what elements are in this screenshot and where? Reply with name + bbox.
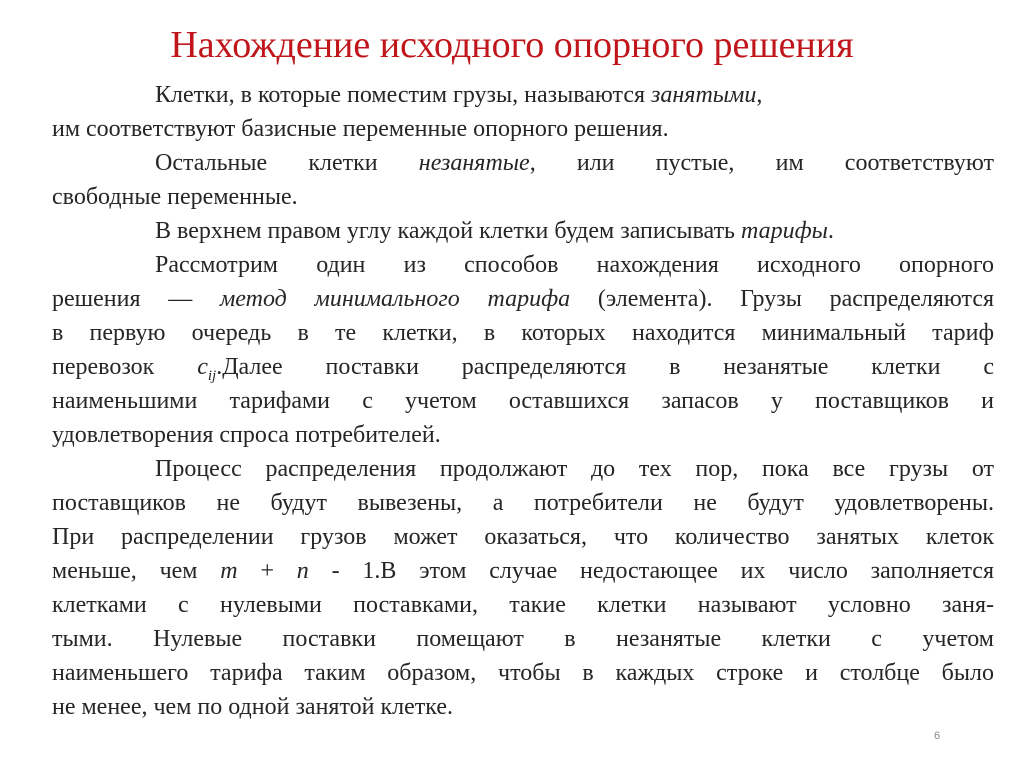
text-line-17: тыми. Нулевые поставки помещают в незанятые клетки с учетом <box>52 626 994 652</box>
text-segment: , или пустые, им соответствуют <box>529 150 994 176</box>
text-segment: меньше, чем <box>52 558 221 584</box>
term-min-tariff-method: метод минимального тарифа <box>219 286 571 312</box>
page-number: 6 <box>934 730 941 742</box>
text-line-13: поставщиков не будут вывезены, а потребители не будут удовлетворены. <box>52 490 994 516</box>
text-segment: .Далее поставки распределяются в незанятые клетки с <box>216 354 994 380</box>
var-c-subscript: ij <box>207 367 217 384</box>
text-segment: , <box>756 82 763 108</box>
text-segment: . <box>827 218 834 244</box>
text-segment: - 1.В этом случае недостающее их число заполняется <box>308 558 994 584</box>
text-segment: (элемента). Грузы распределяются <box>570 286 995 312</box>
text-line-16: клетками с нулевыми поставками, такие клетки называют условно заня- <box>52 592 994 618</box>
text-line-2: им соответствуют базисные переменные опорного решения. <box>52 116 669 142</box>
text-line-4: свободные переменные. <box>52 184 298 210</box>
var-m: m <box>220 558 238 584</box>
var-c: c <box>197 354 208 380</box>
text-line-10: наименьшими тарифами с учетом оставшихся запасов у поставщиков и <box>52 388 994 414</box>
text-line-5 <box>155 216 994 246</box>
slide-title: Нахождение исходного опорного решения <box>170 24 854 66</box>
text-line-7 <box>52 284 994 314</box>
text-line-19: не менее, чем по одной занятой клетке. <box>52 694 453 720</box>
text-segment: решения — <box>52 286 220 312</box>
text-line-8: в первую очередь в те клетки, в которых находится минимальный тариф <box>52 320 994 346</box>
text-line-15 <box>52 556 994 586</box>
term-occupied: занятыми <box>651 82 757 108</box>
text-line-1 <box>155 80 994 110</box>
term-unoccupied: незанятые <box>418 150 530 176</box>
text-line-3 <box>155 148 994 178</box>
text-line-9 <box>52 352 994 391</box>
text-line-6: Рассмотрим один из способов нахождения исходного опорного <box>155 252 994 278</box>
text-line-18: наименьшего тарифа таким образом, чтобы в каждых строке и столбце было <box>52 660 994 686</box>
var-n: n <box>296 558 309 584</box>
text-line-12: Процесс распределения продолжают до тех пор, пока все грузы от <box>155 456 994 482</box>
text-line-11: удовлетворения спроса потребителей. <box>52 422 441 448</box>
text-segment: Клетки, в которые поместим грузы, называются <box>155 82 652 108</box>
text-segment: перевозок <box>52 354 198 380</box>
text-segment: Остальные клетки <box>155 150 419 176</box>
text-segment: + <box>237 558 297 584</box>
text-segment: В верхнем правом углу каждой клетки будем записывать <box>155 218 741 244</box>
term-tariffs: тарифы <box>741 218 828 244</box>
text-line-14: При распределении грузов может оказаться, что количество занятых клеток <box>52 524 994 550</box>
